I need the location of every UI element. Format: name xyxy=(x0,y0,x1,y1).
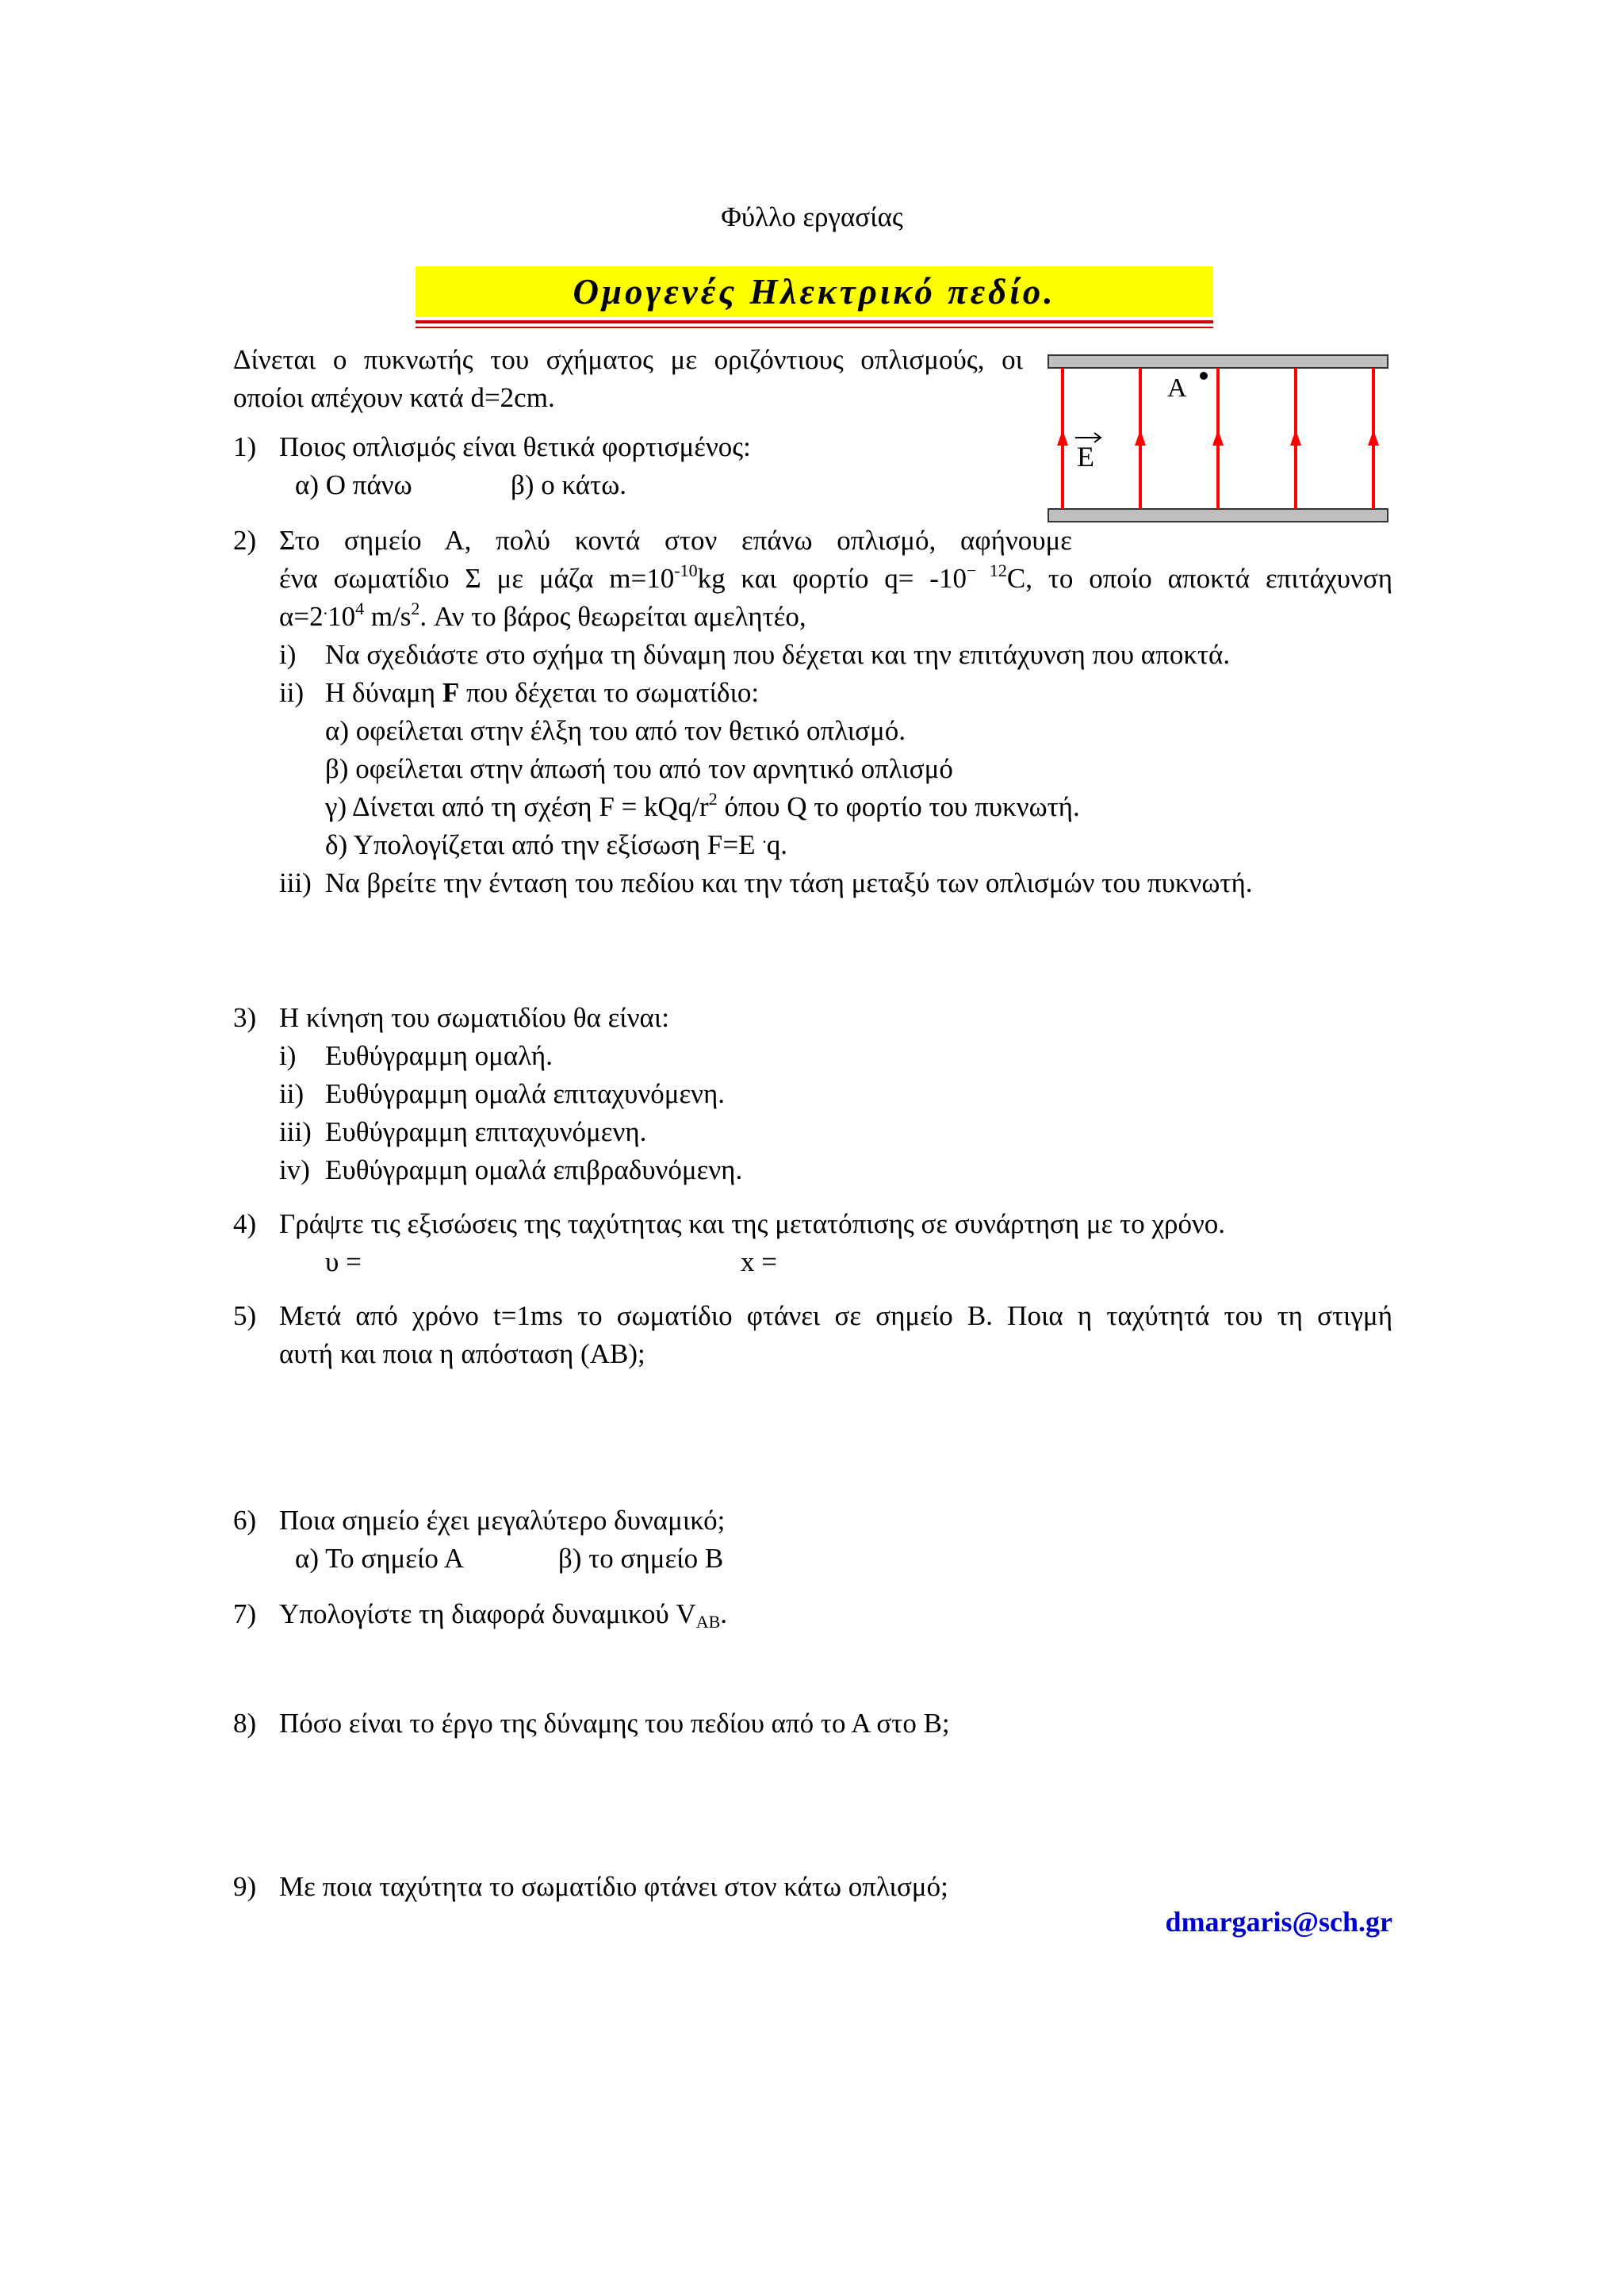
arrow-up-icon xyxy=(1368,430,1379,446)
question-text: Γράψτε τις εξισώσεις της ταχύτητας και της μετατόπισης σε συνάρτηση με το χρόνο. xyxy=(279,1208,1226,1239)
question-number: 6) xyxy=(233,1505,257,1536)
question-text-line: $\alpha=2^.10^4$ $m/s^2$. Αν το βάρος θεωρείται αμελητέο, xyxy=(279,599,806,632)
list-item-number: ii) xyxy=(279,1078,304,1109)
option-a: α) οφείλεται στην έλξη του από τον θετικό οπλισμό. xyxy=(325,715,906,746)
sub-question-text: Η δύναμη F που δέχεται το σωματίδιο: xyxy=(325,677,760,708)
intro-line: Δίνεται ο πυκνωτής του σχήματος με οριζόντιους οπλισμούς, οι xyxy=(233,344,1023,375)
list-item-number: i) xyxy=(279,1040,297,1071)
field-arrowheads xyxy=(1057,430,1379,446)
banner-underline-thin xyxy=(416,327,1213,328)
sub-question-number: ii) xyxy=(279,677,304,708)
list-item: Ευθύγραμμη ομαλή. xyxy=(325,1040,553,1071)
intro-paragraph xyxy=(233,341,1023,418)
question-number: 4) xyxy=(233,1208,257,1239)
sub-question-number: i) xyxy=(279,639,297,670)
option-b: β) το σημείο Β xyxy=(558,1543,724,1574)
bottom-plate xyxy=(1048,509,1388,522)
question-text: Υπολογίστε τη διαφορά δυναμικού $V_{AB}$. xyxy=(279,1598,727,1632)
question-number: 8) xyxy=(233,1708,257,1739)
option-c: γ) Δίνεται από τη σχέση F = kQq/$r^2$ όπου Q το φορτίο του πυκνωτή. xyxy=(325,789,1080,822)
question-number: 2) xyxy=(233,525,257,556)
option-a: α) Το σημείο Α xyxy=(295,1543,464,1574)
question-number: 3) xyxy=(233,1002,257,1033)
question-text-line: αυτή και ποια η απόσταση (ΑΒ); xyxy=(279,1338,645,1369)
question-number: 5) xyxy=(233,1300,257,1331)
option-a: α) Ο πάνω xyxy=(295,469,412,500)
question-text: Πόσο είναι το έργο της δύναμης του πεδίου από το Α στο Β; xyxy=(279,1708,950,1739)
point-a-dot xyxy=(1200,372,1208,380)
question-text: Η κίνηση του σωματιδίου θα είναι: xyxy=(279,1002,670,1033)
intro-line: οποίοι απέχουν κατά d=2cm. xyxy=(233,382,555,414)
velocity-equation-label: υ = xyxy=(325,1246,362,1277)
question-text-line: Στο σημείο Α, πολύ κοντά στον επάνω οπλισμό, αφήνουμε xyxy=(279,525,1072,556)
sub-question-text: Να σχεδιάστε στο σχήμα τη δύναμη που δέχεται και την επιτάχυνση που αποκτά. xyxy=(325,639,1231,670)
question-number: 9) xyxy=(233,1871,257,1902)
list-item: Ευθύγραμμη ομαλά επιταχυνόμενη. xyxy=(325,1078,726,1109)
top-plate xyxy=(1048,355,1388,368)
option-b: β) οφείλεται στην άπωσή του από τον αρνητικό οπλισμό xyxy=(325,753,953,784)
worksheet-header: Φύλλο εργασίας xyxy=(721,201,903,232)
title-banner xyxy=(416,266,1213,328)
point-a-label: A xyxy=(1167,373,1187,403)
banner-underline xyxy=(416,320,1213,323)
position-equation-label: x = xyxy=(741,1246,777,1277)
field-label: E xyxy=(1077,441,1094,473)
list-item-number: iii) xyxy=(279,1116,312,1147)
question-text: Ποια σημείο έχει μεγαλύτερο δυναμικό; xyxy=(279,1505,726,1536)
question-text-line: Μετά από χρόνο t=1ms το σωματίδιο φτάνει σε σημείο Β. Ποια η ταχύτητά του τη στιγμή xyxy=(279,1300,1392,1331)
banner-title: Ομογενές Ηλεκτρικό πεδίο. xyxy=(416,266,1213,317)
sub-question-number: iii) xyxy=(279,867,312,898)
capacitor-diagram xyxy=(1039,341,1396,531)
option-d: δ) Υπολογίζεται από την εξίσωση F=E .q. xyxy=(325,827,787,860)
list-item-number: iv) xyxy=(279,1154,310,1185)
arrow-up-icon xyxy=(1212,430,1224,446)
arrow-up-icon xyxy=(1135,430,1146,446)
question-text-line: ένα σωματίδιο Σ με μάζα $m=10^{-10}kg$ και φορτίο $q= -10^{- 12}C$, το οποίο αποκτά επιτάχυνση xyxy=(279,561,1392,594)
author-email: dmargaris@sch.gr xyxy=(1165,1906,1392,1938)
sub-question-text: Να βρείτε την ένταση του πεδίου και την τάση μεταξύ των οπλισμών του πυκνωτή. xyxy=(325,867,1253,898)
option-b: β) ο κάτω. xyxy=(511,469,626,500)
list-item: Ευθύγραμμη ομαλά επιβραδυνόμενη. xyxy=(325,1154,743,1185)
question-number: 1) xyxy=(233,431,257,462)
question-text: Με ποια ταχύτητα το σωματίδιο φτάνει στον κάτω οπλισμό; xyxy=(279,1871,948,1902)
arrow-up-icon xyxy=(1057,430,1068,446)
list-item: Ευθύγραμμη επιταχυνόμενη. xyxy=(325,1116,647,1147)
question-text: Ποιος οπλισμός είναι θετικά φορτισμένος: xyxy=(279,431,751,462)
question-number: 7) xyxy=(233,1598,257,1629)
arrow-up-icon xyxy=(1290,430,1301,446)
